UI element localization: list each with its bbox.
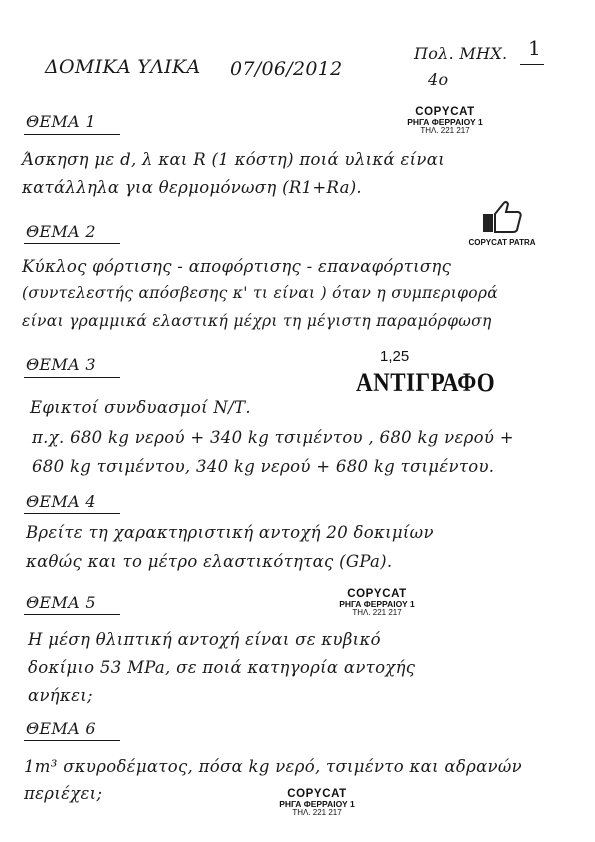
topic-4-underline: [24, 513, 120, 514]
topic-3-line-3: 680 kg τσιμέντου, 340 kg νερού + 680 kg τσιμέντου.: [32, 457, 495, 476]
copycat-stamp-bottom: [262, 788, 372, 817]
stamp-name: COPYCAT: [287, 788, 347, 800]
course-label: Πολ. ΜΗΧ.: [414, 44, 508, 63]
topic-4-line-1: Βρείτε τη χαρακτηριστική αντοχή 20 δοκιμίων: [26, 523, 434, 542]
stamp-phone: ΤΗΛ. 221 217: [292, 807, 342, 817]
semester-label: 4ο: [428, 70, 449, 89]
topic-6-underline: [24, 740, 120, 741]
stamp-phone: ΤΗΛ. 221 217: [420, 125, 470, 135]
copycat-stamp-top: [390, 106, 500, 135]
topic-5-line-1: Η μέση θλιπτική αντοχή είναι σε κυβικό: [28, 630, 381, 649]
stamp-address: ΡΗΓΑ ΦΕΡΡΑΙΟΥ 1: [279, 799, 355, 810]
topic-3-heading: ΘΕΜΑ 3: [26, 355, 96, 374]
exam-title: ΔΟΜΙΚΑ ΥΛΙΚΑ: [45, 56, 201, 78]
topic-5-line-2: δοκίμιο 53 MPa, σε ποιά κατηγορία αντοχής: [28, 658, 416, 677]
topic-6-line-1: 1m³ σκυροδέματος, πόσα kg νερό, τσιμέντο και αδρανών: [24, 757, 522, 776]
copy-mark: ΑΝΤΙΓΡΑΦΟ: [356, 368, 496, 397]
topic-4-line-2: καθώς και το μέτρο ελαστικότητας (GPa).: [26, 552, 393, 571]
stamp-address: ΡΗΓΑ ΦΕΡΡΑΙΟΥ 1: [339, 599, 415, 610]
topic-1-line-2: κατάλληλα για θερμομόνωση (R1+Ra).: [22, 178, 362, 197]
copycat-patra-stamp: [462, 200, 542, 247]
thumb-caption: COPYCAT PATRA: [468, 238, 536, 247]
stamp-name: COPYCAT: [415, 106, 475, 118]
topic-4-heading: ΘΕΜΑ 4: [26, 492, 96, 511]
topic-6-line-2: περιέχει;: [24, 784, 103, 803]
topic-6-heading: ΘΕΜΑ 6: [26, 719, 96, 738]
topic-5-underline: [24, 614, 120, 615]
exam-date: 07/06/2012: [230, 58, 343, 80]
copycat-stamp-middle: [322, 588, 432, 617]
topic-2-underline: [24, 243, 120, 244]
page-number: 1: [528, 36, 542, 60]
topic-2-line-3: είναι γραμμικά ελαστική μέχρι τη μέγιστη παραμόρφωση: [22, 312, 492, 330]
topic-3-underline: [24, 377, 120, 378]
topic-1-heading: ΘΕΜΑ 1: [26, 112, 96, 131]
grade-mark: 1,25: [380, 348, 410, 365]
topic-2-heading: ΘΕΜΑ 2: [26, 222, 96, 241]
topic-1-line-1: Άσκηση με d, λ και R (1 κόστη) ποιά υλικά είναι: [22, 150, 445, 169]
topic-2-line-2: (συντελεστής απόσβεσης κ' τι είναι ) όταν η συμπεριφορά: [22, 284, 499, 302]
topic-2-line-1: Κύκλος φόρτισης - αποφόρτισης - επαναφόρτισης: [22, 257, 452, 276]
thumbs-up-icon: [481, 200, 523, 234]
topic-3-line-1: Εφικτοί συνδυασμοί Ν/Τ.: [30, 398, 251, 417]
topic-5-line-3: ανήκει;: [28, 686, 93, 705]
stamp-address: ΡΗΓΑ ΦΕΡΡΑΙΟΥ 1: [407, 117, 483, 128]
page-number-underline: [520, 64, 544, 65]
stamp-name: COPYCAT: [347, 588, 407, 600]
topic-5-heading: ΘΕΜΑ 5: [26, 593, 96, 612]
stamp-phone: ΤΗΛ. 221 217: [352, 607, 402, 617]
topic-3-line-2: π.χ. 680 kg νερού + 340 kg τσιμέντου , 680 kg νερού +: [32, 428, 514, 447]
topic-1-underline: [24, 134, 120, 135]
